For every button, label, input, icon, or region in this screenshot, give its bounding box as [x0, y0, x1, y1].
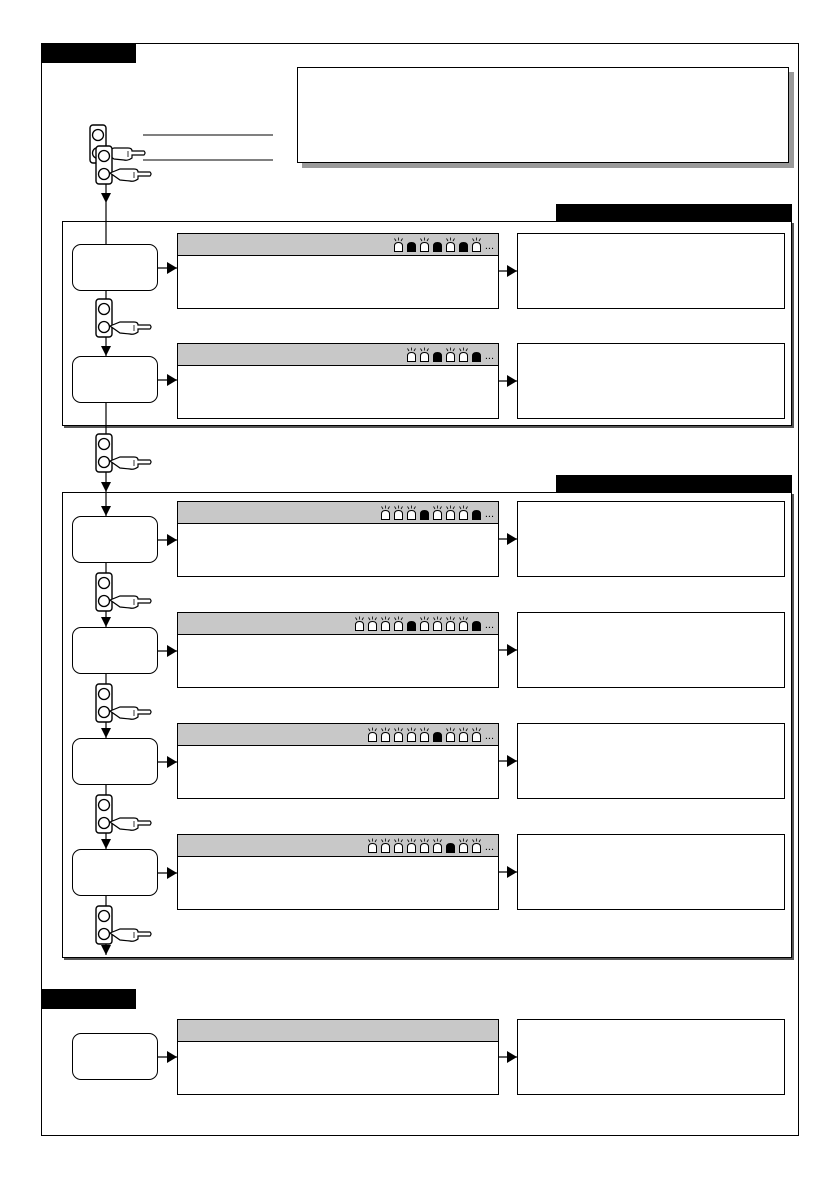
led-off-icon — [432, 347, 443, 362]
push-button-hand-icon — [94, 433, 154, 475]
push-button-hand-icon — [94, 794, 154, 836]
step-result-box-4 — [517, 612, 785, 688]
push-button-hand-icon — [94, 298, 154, 340]
led-sequence-continues: ... — [484, 350, 494, 362]
step-box-4 — [72, 627, 158, 674]
step-description-header — [178, 502, 498, 524]
step-description-header — [178, 344, 498, 366]
led-sequence-continues: ... — [484, 730, 494, 742]
led-blinking-icon — [393, 505, 404, 520]
led-blinking-icon — [458, 347, 469, 362]
led-blinking-icon — [380, 616, 391, 631]
led-blinking-icon — [458, 727, 469, 742]
led-blinking-icon — [367, 616, 378, 631]
section2-header — [41, 989, 136, 1009]
led-blinking-icon — [471, 838, 482, 853]
led-off-icon — [406, 616, 417, 631]
step-box-1 — [72, 244, 158, 291]
led-blinking-icon — [419, 727, 430, 742]
led-off-icon — [419, 505, 430, 520]
led-off-icon — [471, 616, 482, 631]
led-blinking-icon — [458, 505, 469, 520]
led-blinking-icon — [432, 838, 443, 853]
note-box — [297, 67, 789, 163]
step-description-text — [178, 746, 498, 758]
step-result-box-1 — [517, 233, 785, 309]
step-description-text — [178, 366, 498, 378]
led-blinking-icon — [458, 838, 469, 853]
led-blinking-icon — [406, 347, 417, 362]
led-blinking-icon — [419, 237, 430, 252]
final-result-box — [517, 1019, 785, 1095]
step-description-header — [178, 613, 498, 635]
led-blinking-icon — [393, 838, 404, 853]
led-blinking-icon — [419, 347, 430, 362]
led-blinking-icon — [458, 616, 469, 631]
final-description-box — [177, 1019, 499, 1095]
led-sequence — [354, 616, 494, 631]
step-description-text — [178, 857, 498, 869]
step-description-box-5 — [177, 723, 499, 799]
led-blinking-icon — [393, 727, 404, 742]
push-button-hand-icon — [94, 905, 154, 947]
led-blinking-icon — [380, 727, 391, 742]
step-box-6 — [72, 849, 158, 896]
led-blinking-icon — [380, 838, 391, 853]
led-blinking-icon — [406, 838, 417, 853]
step-description-box-2 — [177, 343, 499, 419]
led-blinking-icon — [432, 616, 443, 631]
final-description-text — [178, 1042, 498, 1054]
push-button-hand-icon — [94, 145, 154, 187]
led-sequence — [393, 237, 494, 252]
led-blinking-icon — [419, 616, 430, 631]
step-box-3 — [72, 516, 158, 563]
final-description-header — [178, 1020, 498, 1042]
led-blinking-icon — [471, 237, 482, 252]
led-blinking-icon — [367, 727, 378, 742]
led-sequence-continues: ... — [484, 240, 494, 252]
led-sequence — [380, 505, 494, 520]
section1-header — [41, 43, 136, 63]
led-blinking-icon — [445, 237, 456, 252]
led-blinking-icon — [354, 616, 365, 631]
step-result-box-2 — [517, 343, 785, 419]
led-blinking-icon — [393, 237, 404, 252]
led-off-icon — [471, 505, 482, 520]
led-off-icon — [406, 237, 417, 252]
led-blinking-icon — [419, 838, 430, 853]
led-blinking-icon — [432, 505, 443, 520]
led-blinking-icon — [445, 505, 456, 520]
led-sequence-continues: ... — [484, 619, 494, 631]
step-description-text — [178, 256, 498, 268]
led-off-icon — [432, 237, 443, 252]
step-result-box-6 — [517, 834, 785, 910]
step-description-box-6 — [177, 834, 499, 910]
led-blinking-icon — [380, 505, 391, 520]
step-description-box-1 — [177, 233, 499, 309]
step-description-box-4 — [177, 612, 499, 688]
led-sequence — [367, 727, 494, 742]
group-1-title — [556, 204, 792, 222]
led-off-icon — [445, 838, 456, 853]
led-off-icon — [458, 237, 469, 252]
step-result-box-3 — [517, 501, 785, 577]
led-sequence-continues: ... — [484, 841, 494, 853]
led-off-icon — [432, 727, 443, 742]
led-sequence — [406, 347, 494, 362]
led-blinking-icon — [406, 727, 417, 742]
led-sequence-continues: ... — [484, 508, 494, 520]
led-blinking-icon — [471, 727, 482, 742]
step-description-text — [178, 524, 498, 536]
led-sequence — [367, 838, 494, 853]
step-description-text — [178, 635, 498, 647]
led-blinking-icon — [393, 616, 404, 631]
step-description-header — [178, 234, 498, 256]
final-step-box — [72, 1033, 158, 1080]
push-button-hand-icon — [94, 683, 154, 725]
led-blinking-icon — [445, 347, 456, 362]
group-2-title — [556, 475, 792, 493]
push-button-hand-icon — [94, 572, 154, 614]
led-blinking-icon — [367, 838, 378, 853]
step-description-header — [178, 835, 498, 857]
led-blinking-icon — [445, 727, 456, 742]
led-blinking-icon — [406, 505, 417, 520]
led-blinking-icon — [445, 616, 456, 631]
step-box-5 — [72, 738, 158, 785]
step-box-2 — [72, 356, 158, 403]
led-off-icon — [471, 347, 482, 362]
step-description-header — [178, 724, 498, 746]
step-description-box-3 — [177, 501, 499, 577]
step-result-box-5 — [517, 723, 785, 799]
